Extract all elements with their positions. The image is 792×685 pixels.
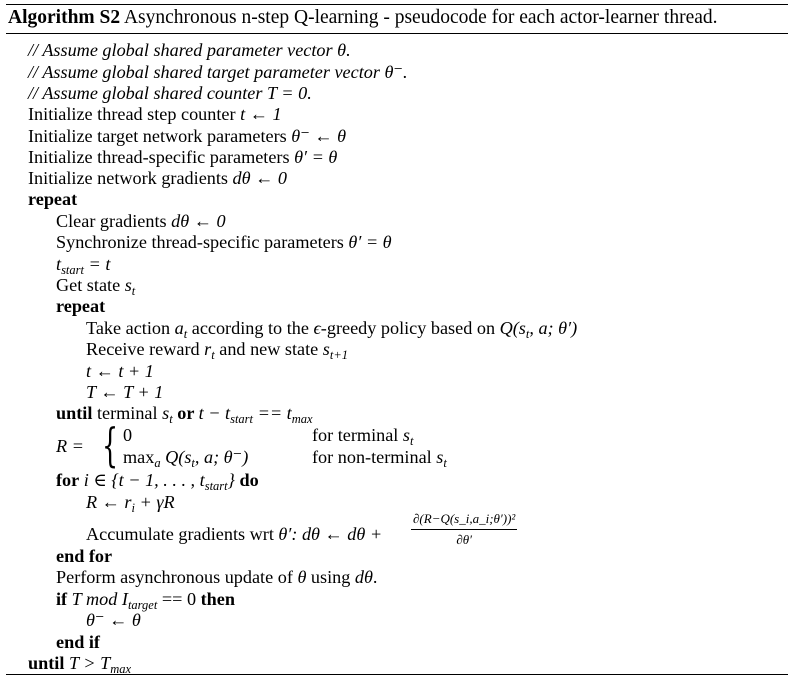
gradient-fraction [411,511,517,548]
init-gradients: Initialize network gradients dθ ← 0 [28,168,287,188]
init-target-params: Initialize target network parameters θ⁻ ← θ [28,126,347,146]
algorithm-title [8,7,718,29]
increment-T: T ← T + 1 [86,382,164,402]
if-target-update: if T mod $I_{target} == 0$ then [56,589,235,612]
clear-gradients: Clear gradients dθ ← 0 [56,211,226,231]
until-terminal: until terminal $s_t$ or $t - t_{start} == t_{max}$ [56,403,313,426]
case-terminal-value: 0 [123,425,133,445]
case-terminal-condition: for terminal $s_t$ [312,425,414,448]
case-nonterminal-condition: for non-terminal $s_t$ [312,447,447,470]
comment-line-1: // Assume global shared parameter vector θ. [28,40,351,60]
end-for-keyword: end for [56,546,113,566]
r-definition-label: R = [56,436,84,456]
async-update: Perform asynchronous update of θ using dθ. [56,567,378,587]
top-rule [6,4,788,5]
synchronize-params: Synchronize thread-specific parameters θ′ = θ [56,232,392,252]
algorithm-caption: Asynchronous n-step Q-learning - pseudocode for each actor-learner thread. [123,7,718,28]
copy-target-params: θ⁻ ← θ [86,610,141,630]
update-return: R ← $r_i + \gamma R$ [86,492,175,515]
end-if-keyword: end if [56,632,100,652]
header-rule [6,33,788,34]
accumulate-gradients: Accumulate gradients wrt θ′: dθ ← dθ + [86,524,383,544]
t-start-assignment: $t_{start} = t$ [56,254,111,277]
init-step-counter: Initialize thread step counter t ← 1 [28,104,282,124]
case-nonterminal-value: $\max_a Q(s_t$, a; θ⁻) [123,447,249,470]
repeat-keyword: repeat [28,189,78,209]
until-outer: until $T > T_{max}$ [28,653,132,676]
comment-line-3: // Assume global shared counter T = 0. [28,83,312,103]
increment-t: t ← t + 1 [86,361,154,381]
receive-reward: Receive reward $r_t$ and new state $s_{t+1}$ [86,339,349,362]
bottom-rule [6,674,788,675]
get-state: Get state $s_t$ [56,275,136,298]
fraction-denominator: ∂θ′ [456,532,472,547]
for-loop: for i ∈ {t − 1, . . . , $t_{start}$} do [56,470,259,493]
left-brace: { [102,418,119,472]
take-action: Take action $a_t$ according to the ϵ-greedy policy based on $Q(s_t$, a; θ′) [86,318,578,341]
algorithm-label: Algorithm S2 [8,7,121,28]
fraction-numerator: ∂(R−Q(s_i,a_i;θ′))² [411,511,517,530]
init-thread-params: Initialize thread-specific parameters θ′ = θ [28,147,338,167]
comment-line-2: // Assume global shared target parameter vector θ⁻. [28,62,408,82]
algorithm-box [6,4,788,676]
inner-repeat-keyword: repeat [56,296,106,316]
